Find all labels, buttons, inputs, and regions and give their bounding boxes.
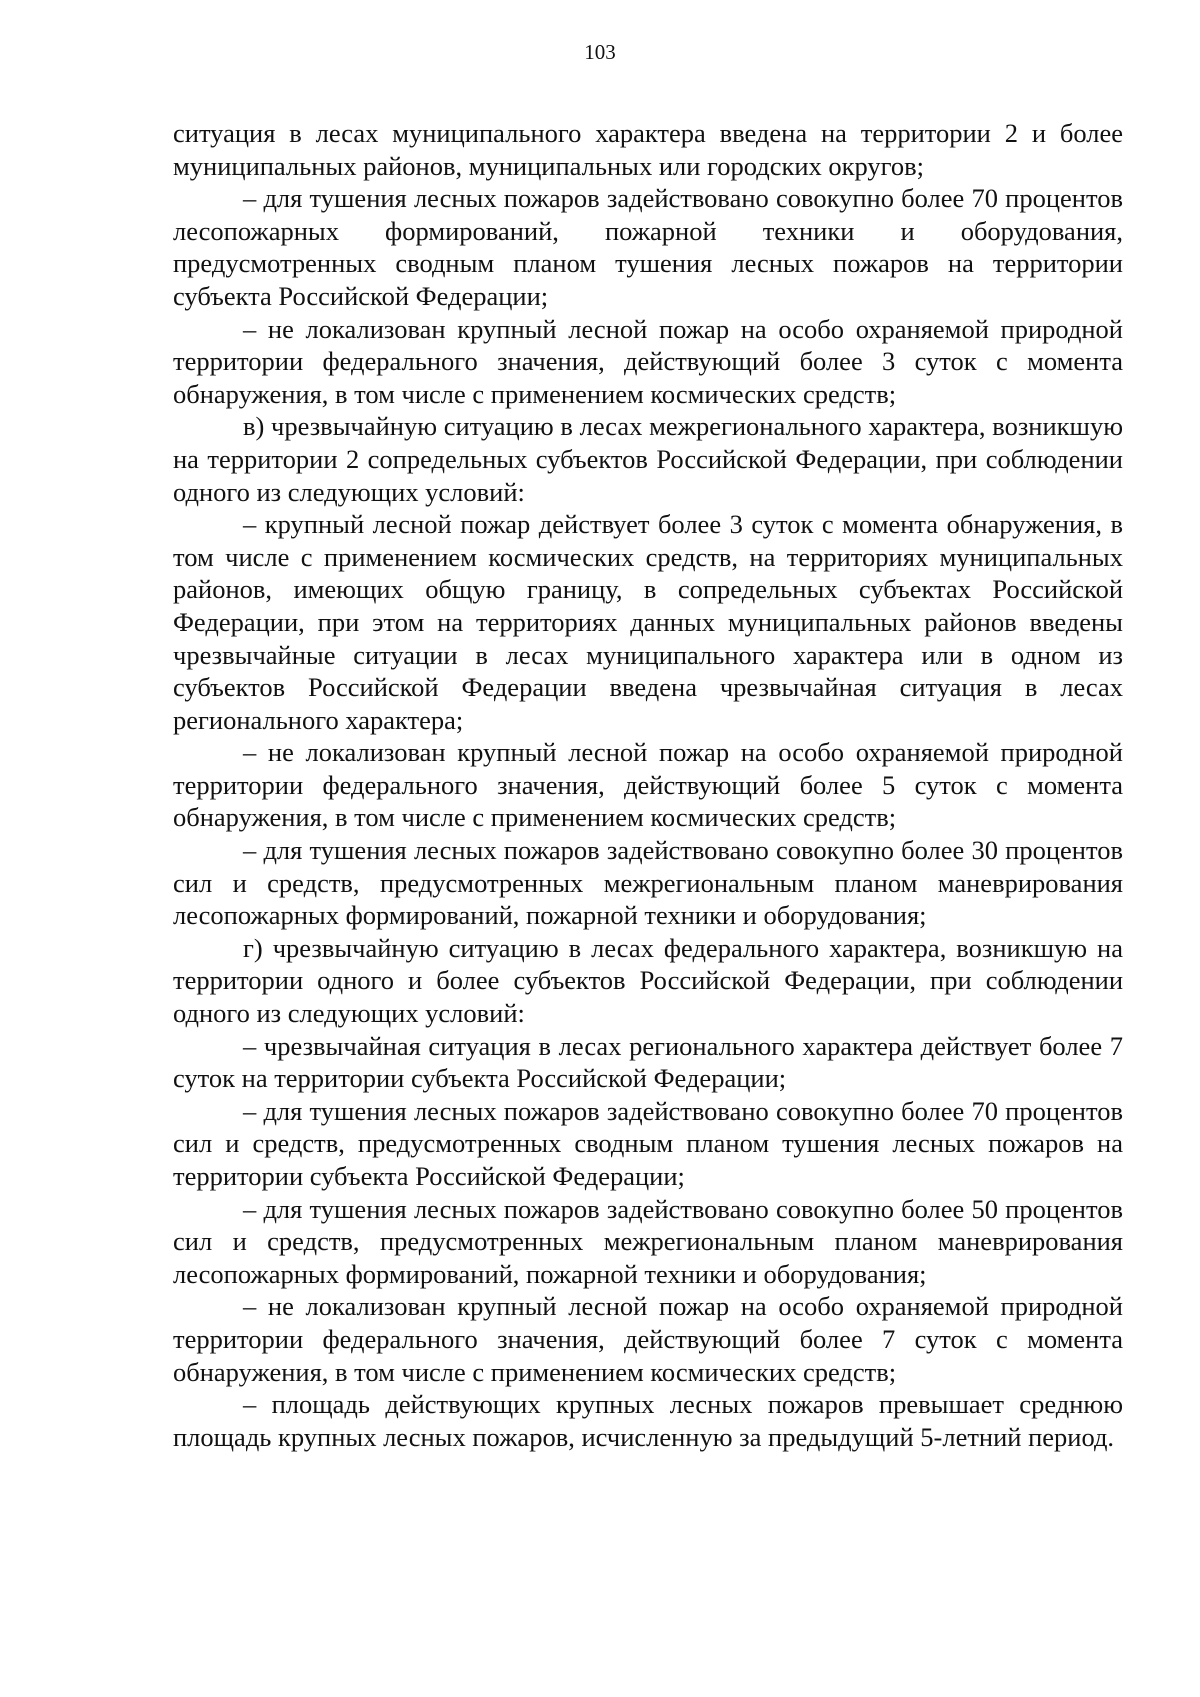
paragraph: – не локализован крупный лесной пожар на особо охраняемой природной территории федерального значения, действующий более 5 суток с момента обнаружения, в том числе с применением космических средств;: [173, 737, 1123, 833]
paragraph: – не локализован крупный лесной пожар на особо охраняемой природной территории федерального значения, действующий более 7 суток с момента обнаружения, в том числе с применением космических средств;: [173, 1291, 1123, 1387]
paragraph: – крупный лесной пожар действует более 3 суток с момента обнаружения, в том числе с применением космических средств, на территориях муниципальных районов, имеющих общую границу, в сопредельных субъектах Российской Федерации, при этом на территориях данных муниципальных районов введены чрезвычайные ситуации в лесах муниципального характера или в одном из субъектов Российской Федерации введена чрезвычайная ситуация в лесах регионального характера;: [173, 509, 1123, 735]
paragraph: ситуация в лесах муниципального характера введена на территории 2 и более муниципальных районов, муниципальных или городских округов;: [173, 118, 1123, 181]
paragraph: в) чрезвычайную ситуацию в лесах межрегионального характера, возникшую на территории 2 сопредельных субъектов Российской Федерации, при соблюдении одного из следующих условий:: [173, 411, 1123, 507]
paragraph: – для тушения лесных пожаров задействовано совокупно более 50 процентов сил и средств, предусмотренных межрегиональным планом маневрирования лесопожарных формирований, пожарной техники и оборудования;: [173, 1193, 1123, 1289]
paragraph: – для тушения лесных пожаров задействовано совокупно более 70 процентов лесопожарных формирований, пожарной техники и оборудования, предусмотренных сводным планом тушения лесных пожаров на территории субъекта Российской Федерации;: [173, 183, 1123, 311]
paragraph: – не локализован крупный лесной пожар на особо охраняемой природной территории федерального значения, действующий более 3 суток с момента обнаружения, в том числе с применением космических средств;: [173, 313, 1123, 409]
paragraph: – для тушения лесных пожаров задействовано совокупно более 30 процентов сил и средств, предусмотренных межрегиональным планом маневрирования лесопожарных формирований, пожарной техники и оборудования;: [173, 835, 1123, 931]
page-number: 103: [584, 40, 616, 64]
paragraph: – для тушения лесных пожаров задействовано совокупно более 70 процентов сил и средств, предусмотренных сводным планом тушения лесных пожаров на территории субъекта Российской Федерации;: [173, 1095, 1123, 1191]
paragraph: – площадь действующих крупных лесных пожаров превышает среднюю площадь крупных лесных пожаров, исчисленную за предыдущий 5-летний период.: [173, 1389, 1123, 1452]
document-body: [173, 117, 1123, 1453]
paragraph: – чрезвычайная ситуация в лесах регионального характера действует более 7 суток на территории субъекта Российской Федерации;: [173, 1030, 1123, 1094]
paragraph: г) чрезвычайную ситуацию в лесах федерального характера, возникшую на территории одного и более субъектов Российской Федерации, при соблюдении одного из следующих условий:: [173, 932, 1123, 1029]
